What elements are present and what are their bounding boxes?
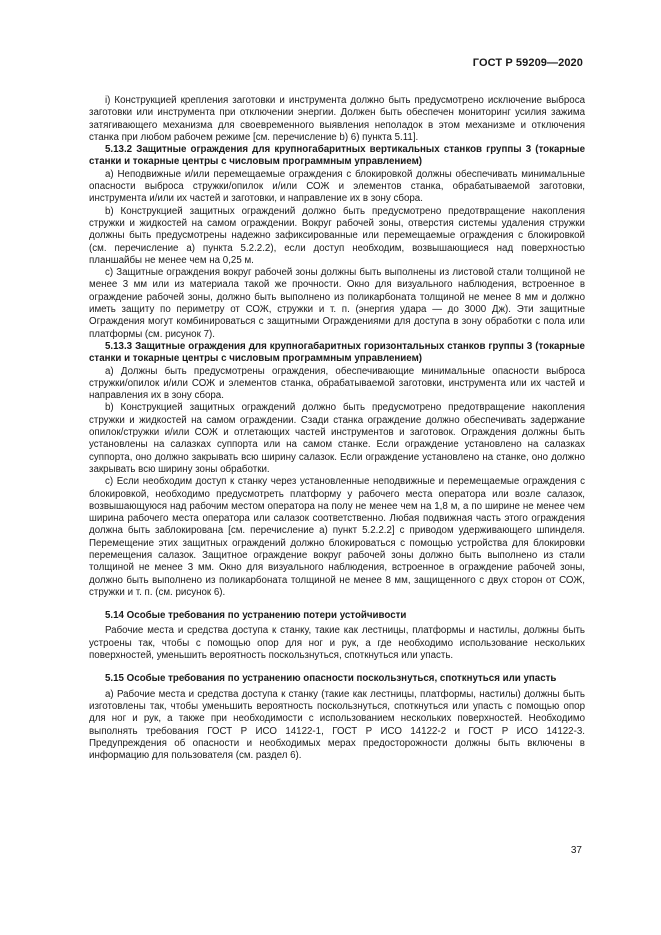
paragraph-i: i) Конструкцией крепления заготовки и инструмента должно быть предусмотрено исключение выброса заготовки или инструмента при отключении энергии. Должен быть обеспечен мониторинг усилия зажима затягивающего механизма для своевременного выявления неполадок в этом механизме и отключения станка при любом рабочем режиме [см. перечисление b) 6) пункта 5.11]. [89,95,585,143]
section-heading-5-13-2: 5.13.2 Защитные ограждения для крупногабаритных вертикальных станков группы 3 (токарные станки и токарные центры с числовым программным управлением) [89,144,585,168]
paragraph-5-14: Рабочие места и средства доступа к станку, такие как лестницы, платформы и настилы, должны быть устроены так, чтобы с помощью опор для ног и рук, а где необходимо использование нескольких поверхностей, уменьшить вероятность поскользнуться, споткнуться или упасть. [89,625,585,662]
section-heading-5-14: 5.14 Особые требования по устранению потери устойчивости [105,610,407,622]
paragraph-5-13-3-c: c) Если необходим доступ к станку через установленные неподвижные и перемещаемые ограждения с блокировкой, необходимо предусмотреть платформу у рабочего места оператора или возле салазок, возвышающуюся над рабочим местом оператора на полу не менее чем на 1,8 м, а по ширине не менее чем ширина рабочего места оператора или салазок соответственно. Любая подвижная часть этого ограждения должна быть заблокирована [см. перечисление a) пункт 5.2.2.2] с приводом удерживающего шпинделя. Перемещение этих защитных ограждений должно блокироваться с помощью устройства для блокировки перемещения салазок. Защитное ограждение вокруг рабочей зоны должно быть выполнено из стали толщиной не менее 3 мм. Окно для визуального наблюдения, встроенное в ограждение рабочей зоны, должно быть выполнено из поликарбоната толщиной не менее 8 мм, защищенного с двух сторон от СОЖ, стружки и т. п. (см. рисунок 6). [89,476,585,598]
paragraph-5-13-2-a: a) Неподвижные и/или перемещаемые ограждения с блокировкой должны обеспечивать минимальные опасности выброса стружки/опилок и/или СОЖ и элементов станка, обрабатываемой заготовки, инструмента и/или их частей и заготовки, и направление их в зону сбора. [89,168,585,205]
paragraph-5-13-2-b: b) Конструкцией защитных ограждений должно быть предусмотрено предотвращение накопления стружки и жидкостей на самом ограждении. Вокруг рабочей зоны, отверстия системы удаления стружки должны быть предусмотрены надежно зафиксированные или перемещаемые ограждения с блокировкой (см. перечисление a) пункта 5.2.2.2), если доступ необходим, возвышающиеся над поверхностью планшайбы не менее чем на 0,25 м. [89,205,585,266]
section-heading-5-13-3: 5.13.3 Защитные ограждения для крупногабаритных горизонтальных станков группы 3 (токарные станки и токарные центры с числовым программным управлением) [89,340,585,365]
paragraph-5-13-3-a: a) Должны быть предусмотрены ограждения, обеспечивающие минимальные опасности выброса стружки/опилок и/или СОЖ и элементов станка, обрабатываемой заготовки, инструмента или их частей и направления их в зону сбора. [89,365,585,402]
paragraph-5-13-2-c: c) Защитные ограждения вокруг рабочей зоны должны быть выполнены из листовой стали толщиной не менее 3 мм или из материала такой же прочности. Окно для визуального наблюдения, встроенное в ограждение рабочей зоны, должно быть выполнено из поликарбоната толщиной не менее 8 мм и должно иметь защиту по периметру от СОЖ, стружки и т. п. (энергия удара — до 3000 Дж). Эти защитные Ограждения могут комбинироваться с защитными Ограждениями для доступа в зону обработки с пола или платформы (см. рисунок 7). [89,267,585,340]
document-body [89,95,585,762]
document-standard-header: ГОСТ Р 59209—2020 [472,57,583,69]
section-heading-5-15: 5.15 Особые требования по устранению опасности поскользнуться, споткнуться или упасть [105,673,557,685]
page-number: 37 [570,845,582,856]
paragraph-5-13-3-b: b) Конструкцией защитных ограждений должно быть предусмотрено предотвращение накопления стружки и жидкостей на самом ограждении. Сзади станка ограждение должно обеспечивать задержание опилок/стружки и/или СОЖ и отлетающих частей инструментов и заготовок. Ограждения должны быть установлены на салазках суппорта или на самом станке. Если ограждение установлено на салазках суппорта, оно должно закрывать всю ширину салазок. Если ограждение установлено на станке, оно должно закрывать всю ширину зоны обработки. [89,402,585,475]
paragraph-5-15-a: a) Рабочие места и средства доступа к станку (такие как лестницы, платформы, настилы) должны быть изготовлены так, чтобы уменьшить вероятность поскользнуться, споткнуться или упасть с помощью опор для ног и рук, а также при необходимости с использованием нескольких поверхностей. Необходимо выполнять требования ГОСТ Р ИСО 14122-1, ГОСТ Р ИСО 14122-2 и ГОСТ Р ИСО 14122-3. Предупреждения об опасности и необходимых мерах предосторожности должны быть включены в информацию для пользователя (см. раздел 6). [89,688,585,762]
